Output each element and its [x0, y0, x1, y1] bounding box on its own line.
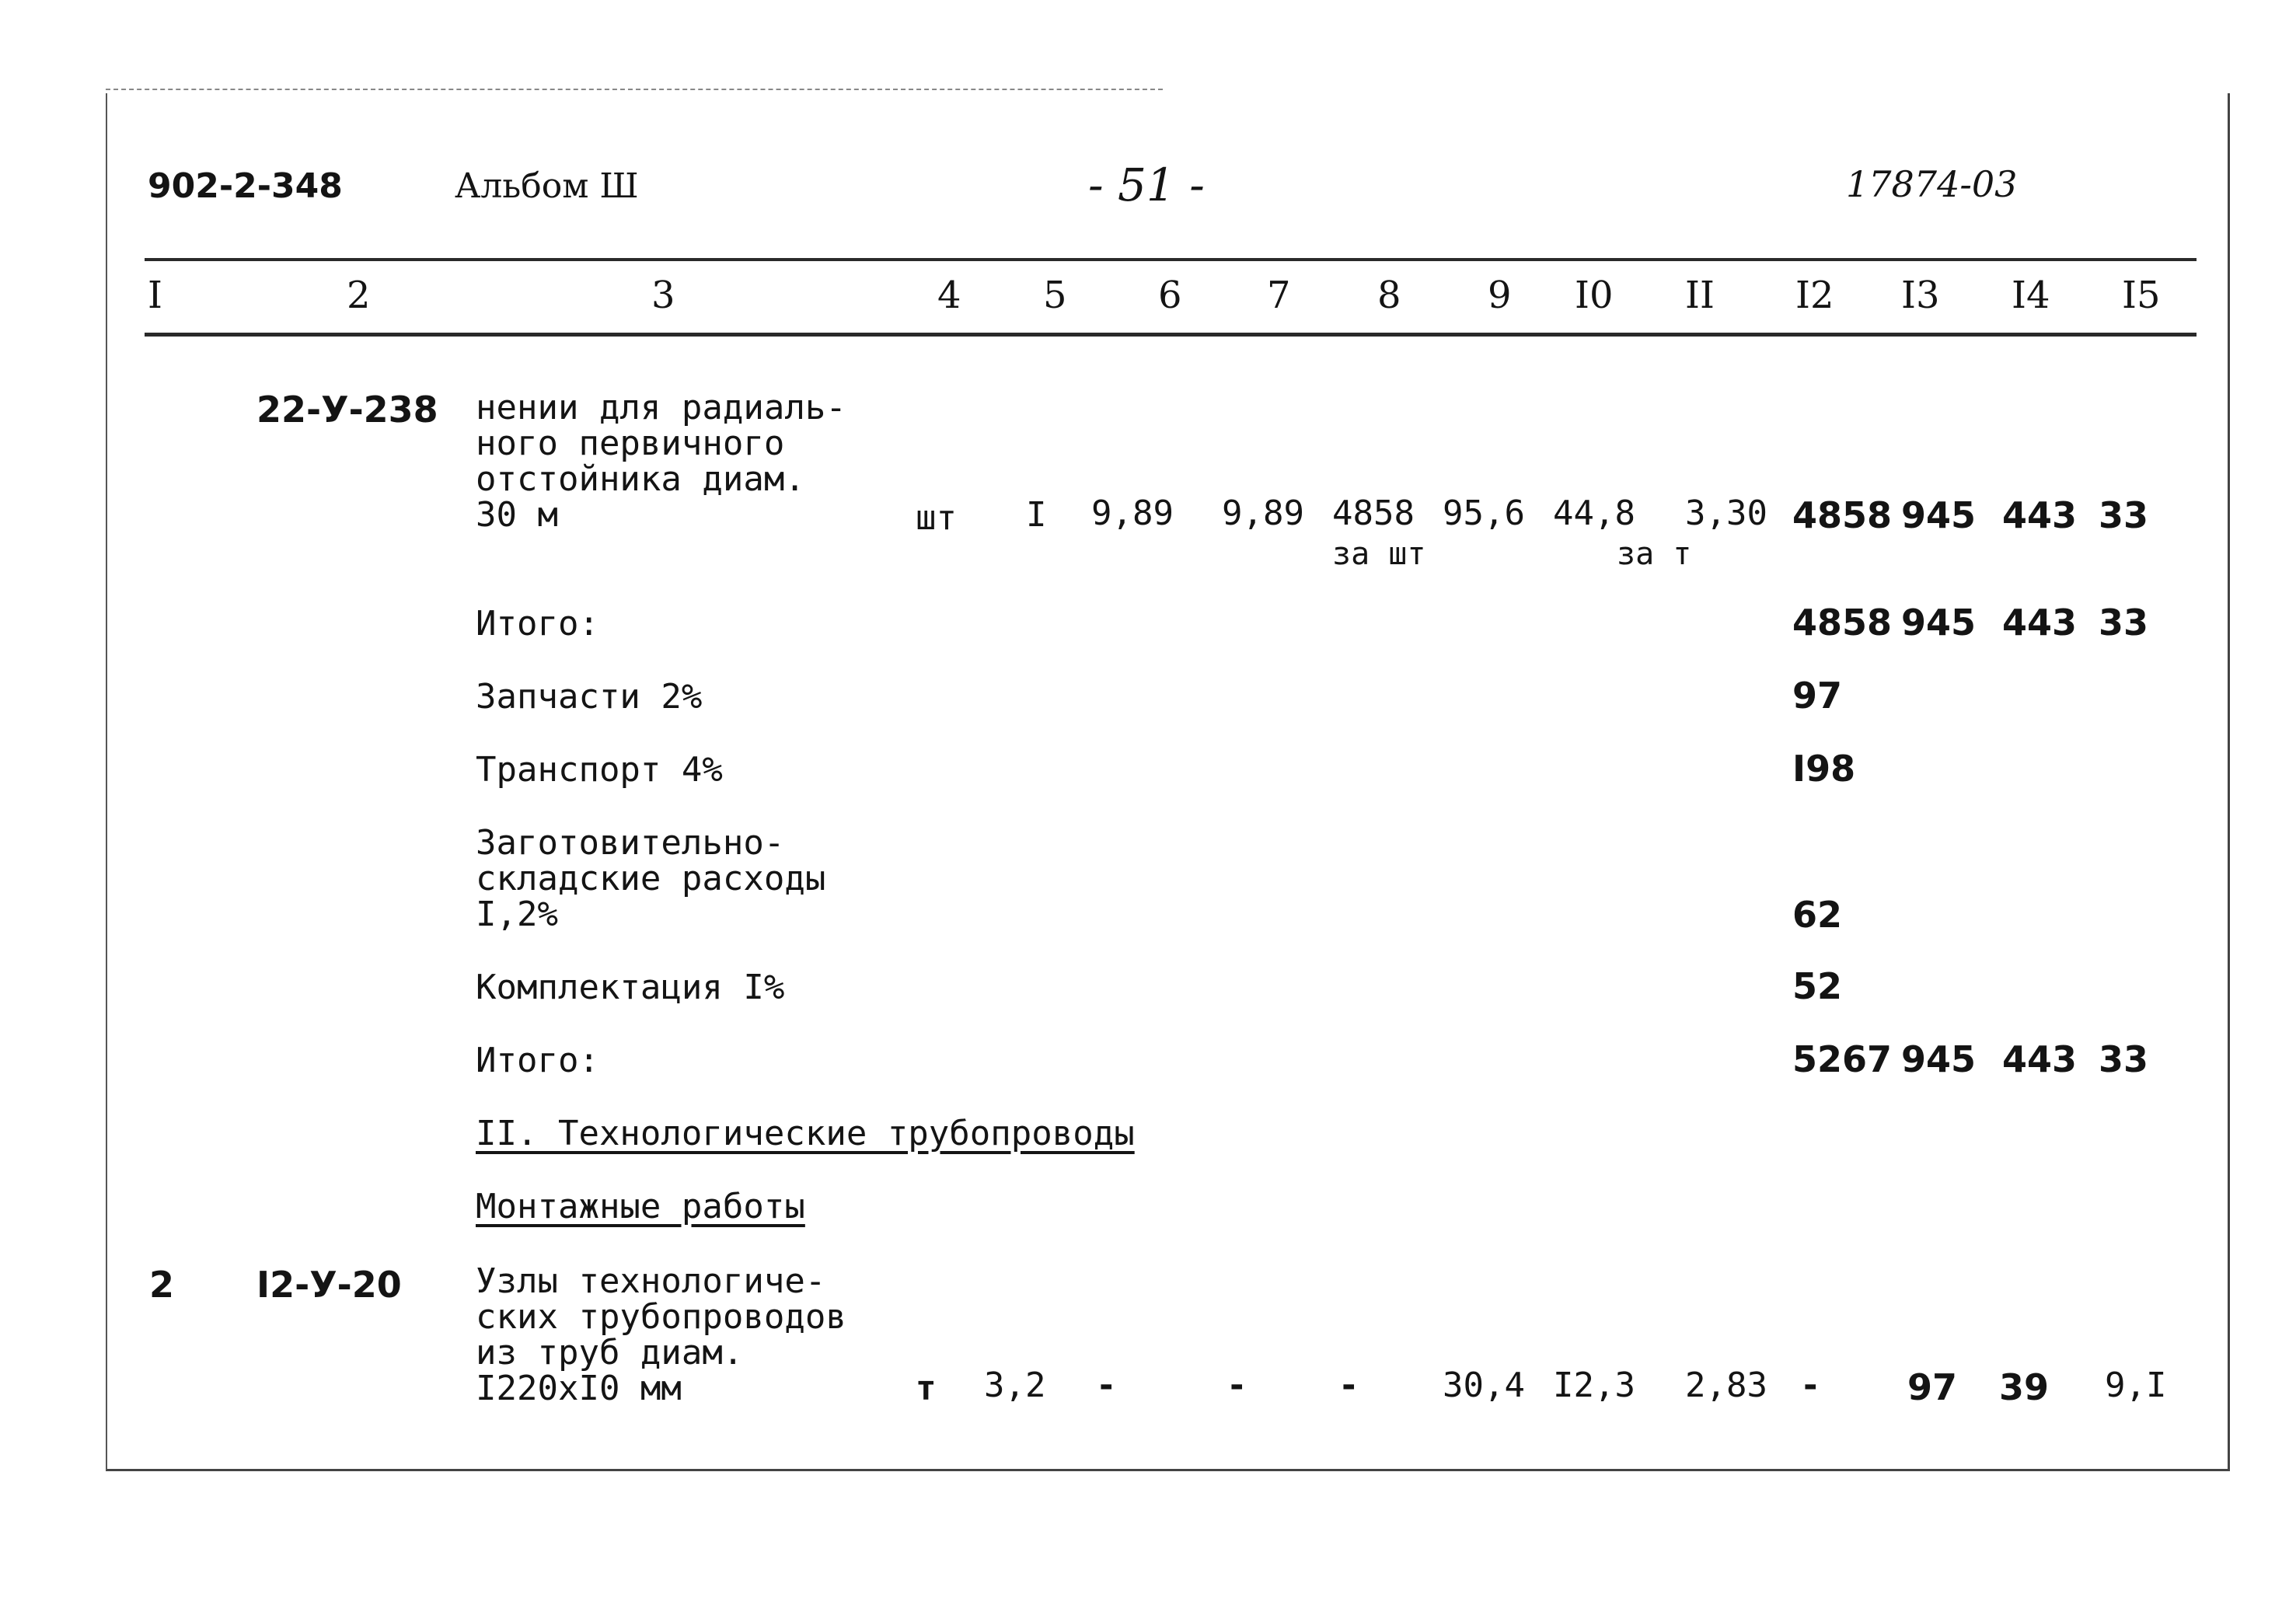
row1-desc-line: 30 м [476, 495, 558, 535]
col-header-8: 8 [1377, 274, 1401, 317]
row1-c10: 44,8 [1553, 494, 1635, 533]
col-header-12: I2 [1795, 274, 1834, 317]
totals2-label: Итого: [476, 1041, 599, 1080]
row2-desc-line: I220xI0 мм [476, 1369, 682, 1408]
transport-label: Транспорт 4% [476, 750, 723, 790]
row2-desc-line: Узлы технологиче- [476, 1261, 826, 1301]
totals1-c15: 33 [2099, 602, 2149, 644]
col-header-9: 9 [1488, 274, 1512, 317]
col-header-13: I3 [1901, 274, 1940, 317]
row1-c12: 4858 [1792, 494, 1893, 536]
totals1-c13: 945 [1901, 602, 1977, 644]
col-header-10: I0 [1575, 274, 1614, 317]
row1-c6: 9,89 [1091, 494, 1174, 533]
col-header-15: I5 [2122, 274, 2161, 317]
row1-desc-line: ного первичного [476, 424, 785, 463]
totals2-c13: 945 [1901, 1038, 1977, 1080]
col-header-2: 2 [347, 274, 371, 317]
col-header-11: II [1685, 274, 1715, 317]
totals1-c14: 443 [2002, 602, 2078, 644]
col-header-1: I [148, 274, 162, 317]
header-rule-top [145, 258, 2197, 261]
top-dashed-border [106, 89, 1163, 90]
row1-c8: 4858 [1332, 494, 1415, 533]
row2-unit: т [916, 1369, 937, 1408]
row1-c13: 945 [1901, 494, 1977, 536]
subsection-title: Монтажные работы [476, 1187, 805, 1226]
totals2-c14: 443 [2002, 1038, 2078, 1080]
spares-label: Запчасти 2% [476, 677, 703, 717]
spares-c12: 97 [1792, 675, 1843, 717]
row1-c14: 443 [2002, 494, 2078, 536]
kit-c12: 52 [1792, 965, 1843, 1007]
totals1-label: Итого: [476, 604, 599, 644]
row2-c6: - [1096, 1366, 1117, 1405]
row2-desc-line: ских трубопроводов [476, 1297, 846, 1337]
row1-code: 22-У-238 [256, 389, 438, 431]
totals2-c15: 33 [2099, 1038, 2149, 1080]
row2-c11: 2,83 [1685, 1366, 1767, 1405]
col-header-6: 6 [1158, 274, 1182, 317]
col-header-3: 3 [651, 274, 675, 317]
row2-code: I2-У-20 [256, 1264, 402, 1306]
row2-c10: I2,3 [1553, 1366, 1635, 1405]
row1-c9: 95,6 [1443, 494, 1525, 533]
col-header-4: 4 [937, 274, 961, 317]
row1-qty: I [1026, 495, 1047, 535]
row1-c8-note: за шт [1332, 536, 1426, 572]
storage-c12: 62 [1792, 894, 1843, 936]
row1-c11-note: за т [1617, 536, 1692, 572]
row1-c7: 9,89 [1222, 494, 1304, 533]
doc-code: 902-2-348 [148, 166, 343, 206]
row1-unit: шт [916, 498, 957, 538]
row1-desc-line: отстойника диам. [476, 459, 805, 499]
col-header-5: 5 [1043, 274, 1067, 317]
col-header-7: 7 [1267, 274, 1291, 317]
row2-c8: - [1338, 1366, 1359, 1405]
row2-c9: 30,4 [1443, 1366, 1525, 1405]
header-rule-bottom [145, 333, 2197, 337]
row2-c13: 97 [1907, 1366, 1958, 1408]
totals2-c12: 5267 [1792, 1038, 1893, 1080]
row2-desc-line: из труб диам. [476, 1333, 744, 1373]
storage-label-line: складские расходы [476, 859, 826, 898]
row2-num: 2 [149, 1264, 175, 1306]
row2-qty: 3,2 [984, 1366, 1046, 1405]
inventory-number: 17874-03 [1846, 163, 2018, 205]
totals1-c12: 4858 [1792, 602, 1893, 644]
row2-c12: - [1800, 1366, 1821, 1405]
page-number: - 51 - [1088, 159, 1205, 211]
row1-c15: 33 [2099, 494, 2149, 536]
kit-label: Комплектация I% [476, 968, 785, 1007]
album-label: Альбом Ш [455, 166, 639, 206]
row2-c15: 9,I [2105, 1366, 2167, 1405]
storage-label-line: I,2% [476, 895, 558, 934]
storage-label-line: Заготовительно- [476, 823, 785, 863]
row2-c14: 39 [1999, 1366, 2050, 1408]
section-title: II. Технологические трубопроводы [476, 1114, 1135, 1153]
row1-desc-line: нении для радиаль- [476, 388, 846, 427]
row2-c7: - [1227, 1366, 1247, 1405]
transport-c12: I98 [1792, 748, 1856, 790]
col-header-14: I4 [2012, 274, 2050, 317]
row1-c11: 3,30 [1685, 494, 1767, 533]
